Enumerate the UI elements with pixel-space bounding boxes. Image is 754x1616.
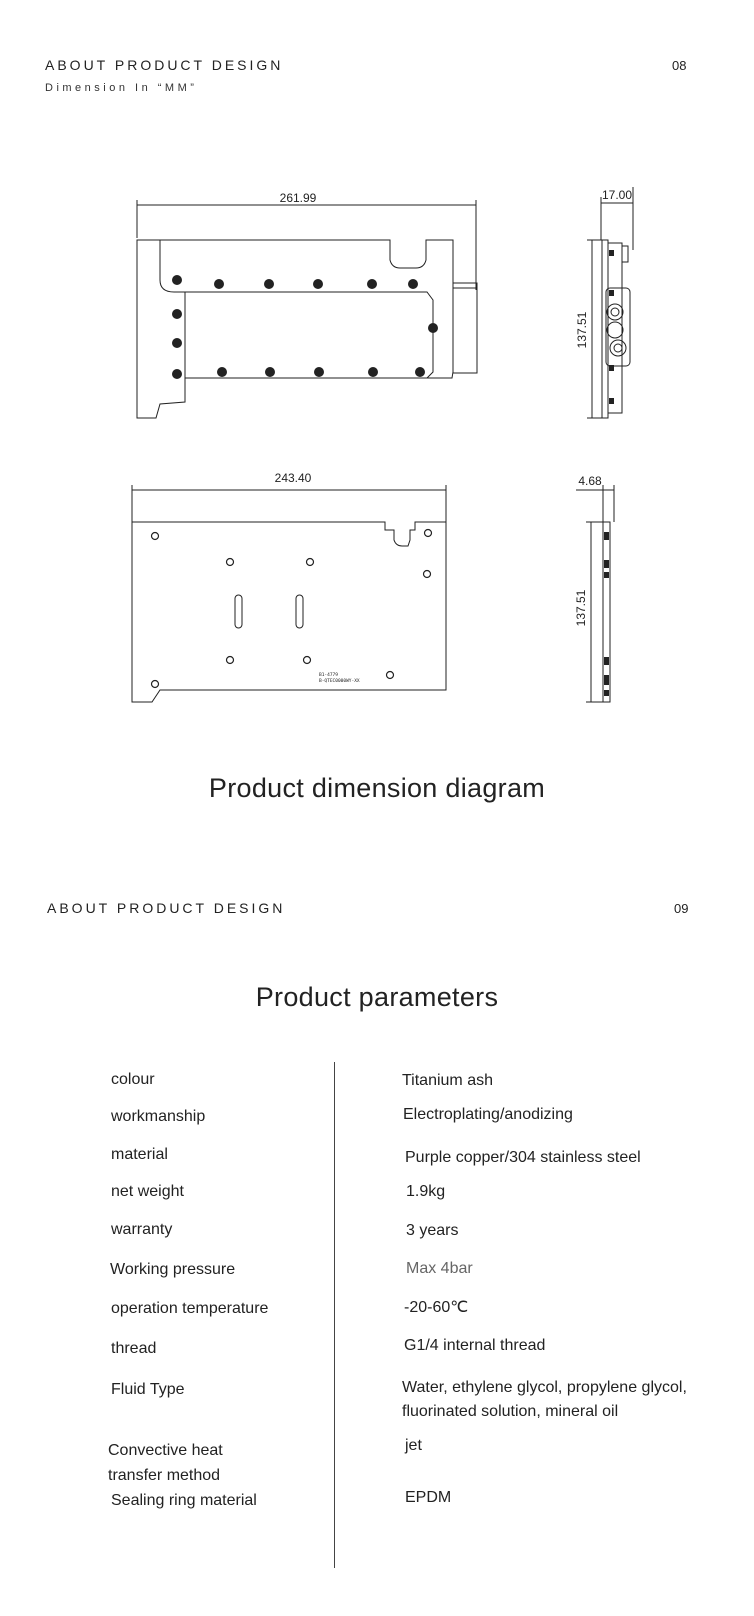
param-label-colour: colour: [111, 1071, 155, 1088]
param-label-warranty: warranty: [111, 1221, 173, 1238]
param-label-material: material: [111, 1146, 168, 1163]
param-value-fluid-type: Water, ethylene glycol, propylene glycol, fluorinated solution, mineral oil: [402, 1379, 687, 1420]
param-label-thread: thread: [111, 1340, 157, 1357]
plate-stamp-line2: B-QTEC0000WY-XX: [319, 679, 360, 684]
param-value-warranty: 3 years: [406, 1222, 459, 1239]
param-value-heat-transfer-method: jet: [405, 1437, 422, 1454]
param-value-net-weight: 1.9kg: [406, 1183, 446, 1200]
dimension-diagram-heading: Product dimension diagram: [208, 773, 546, 803]
param-value-working-pressure: Max 4bar: [406, 1260, 473, 1277]
parameters-heading: Product parameters: [255, 982, 499, 1012]
page-number-2: 09: [674, 901, 689, 916]
param-value-workmanship: Electroplating/anodizing: [403, 1106, 573, 1123]
plate-stamp-line1: B1-4779: [319, 673, 338, 678]
param-value-material: Purple copper/304 stainless steel: [405, 1149, 641, 1166]
dimension-unit-subtitle: Dimension In “MM”: [45, 82, 198, 94]
dim-bottom-width: 243.40: [274, 471, 312, 485]
param-label-workmanship: workmanship: [111, 1108, 206, 1125]
param-label-working-pressure: Working pressure: [110, 1261, 236, 1278]
param-label-operation-temperature: operation temperature: [111, 1300, 269, 1317]
page-number: 08: [672, 58, 687, 73]
param-label-net-weight: net weight: [111, 1183, 184, 1200]
dim-bottom-height: 137.51: [574, 589, 588, 627]
dim-top-thickness: 17.00: [601, 188, 633, 202]
dim-top-height: 137.51: [575, 311, 589, 349]
param-value-sealing-ring: EPDM: [405, 1489, 452, 1506]
table-divider: [334, 1062, 335, 1568]
param-value-thread: G1/4 internal thread: [404, 1337, 546, 1354]
dim-top-width: 261.99: [279, 191, 317, 205]
dim-bottom-thickness: 4.68: [578, 474, 602, 488]
param-value-operation-temperature: -20-60℃: [404, 1299, 469, 1316]
param-label-heat-transfer-method: Convective heat transfer method: [108, 1442, 223, 1484]
param-label-sealing-ring: Sealing ring material: [111, 1492, 257, 1509]
section-title: ABOUT PRODUCT DESIGN: [45, 57, 284, 73]
param-value-colour: Titanium ash: [402, 1072, 493, 1089]
param-label-fluid-type: Fluid Type: [111, 1381, 185, 1398]
section-title-2: ABOUT PRODUCT DESIGN: [47, 900, 286, 916]
